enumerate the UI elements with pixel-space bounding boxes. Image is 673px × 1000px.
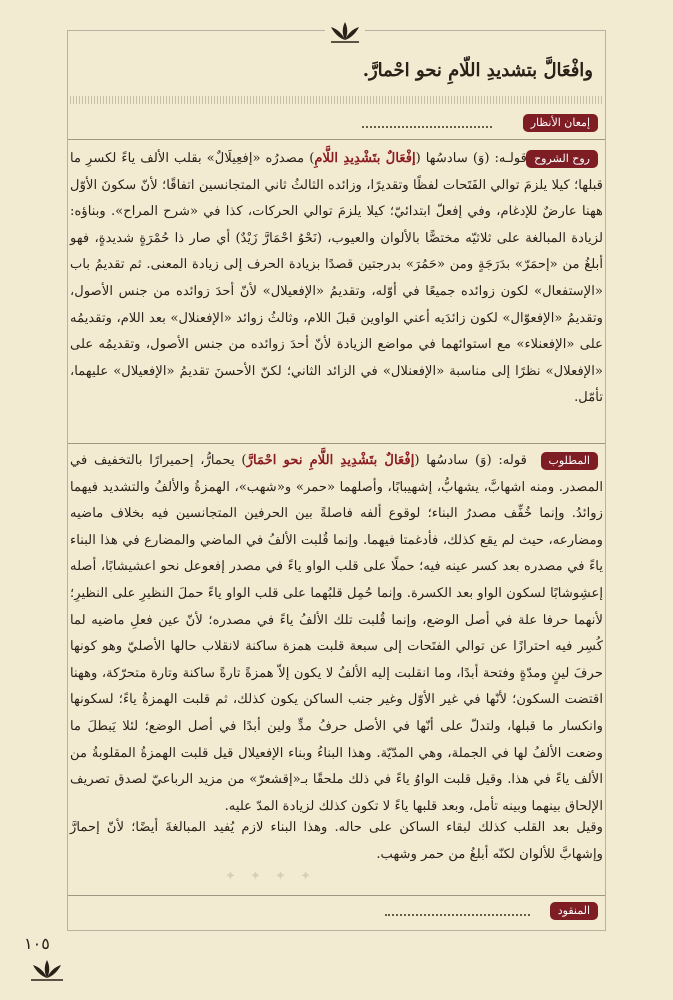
dotted-leader [385,914,530,916]
section-label-matloob: المطلوب [541,452,598,470]
section-label-imaan: إمعان الأنظار [523,114,598,132]
section-divider [68,895,605,896]
frame-left-rule [67,30,68,930]
paragraph-matloob [70,448,603,820]
lotus-ornament-icon [325,20,365,46]
paragraph-rooh [70,146,603,412]
headline-text: وافْعَالَّ بتشديدِ اللّامِ نحو احْمارَّ. [362,60,593,81]
rooh-intro: قولـه: (وَ) سادسُها ( [415,151,527,166]
hatched-divider [70,96,603,104]
frame-right-rule [605,30,606,930]
section-divider [68,443,605,444]
lotus-footer-ornament-icon [27,958,67,984]
matloob-body: ) يحمارُّ، إحميرارًا بالتخفيف في المصدر. ومنه اشهابَّ، يشهابُّ، إشهيبابًا، وأصلهما «حمر» و«شهب»، الهمزةُ والألفُ والتشديد فيهما زوائدُ. وإنما خُفِّف مصدرُ البناء؛ لوقوع ألفه فاصلةً بين الحرفين المتجانسين فيه بخلاف ماضيه ومضارعه، حيث لم يقع كذلك، فأدغمتا فيهما. وإنما قُلبت الألفُ في الماضي والمضارع في هذا البناء ياءً في مصدره بعد كسر عينه فيه؛ حملًا على قلب الواو ياءً في مصدر إفعوعل نحو اعشيشابًا، أصله إعشِوشابًا لسكون الواو بعد الكسرة. وإنما حُمِل قلبُهما على قلب الواو ياءً حملَ النظيرِ على النظيرِ؛ لأنهما حرفا علة في أصل الوضع، وإنما قُلبت تلك الألفُ ياءً في مصدره؛ لأنّ عين فعلِ ماضيه لما كُسِر فيه احترازًا عن توالي الفتَحات إلى سبعة قلبت همزة ساكنة لانقلاب حالها الأصليّ وهو كونها حرفَ لينٍ ومدّةٍ وفتحة أبدًا، وما انقلبت إليه الألفُ لا يكون إلاّ همزةً تارةً ساكنة وتارة متحرّكة، وههنا اقتضت السكون؛ لأنّها في غير الأوّل وغير جنب الساكن يكون كذلك، ثم قلبت الهمزةُ ياءً؛ لسكونها وانكسار ما قبلها، ولتدلّ على أنّها في الأصل حرفُ مدٍّ ولين أبدًا في أصل الوضع؛ لئلا يَبطلَ ما وضعت الألفُ لها في الجملة، وهي المدّيّة. وهذا البناءُ وبناء الإفعيلال قيل قلبت الهمزةُ المقلوبةُ من الألف ياءً في هذا. وقيل قلبت الواوُ ياءً في ذلك ملحقًا بـ«إقشعرّ» من مزيد الرباعيّ لصدق تصريف الإلحاق بينهما وبينه تأمل، وبعد قلبها ياءً لا تكون كذلك لزيادة المدّ عليه. [70,453,603,814]
rooh-highlight: إفْعَالٌ بتَشْدِيدِ اللَّامِ [314,151,416,166]
decorative-stars: ✦ ✦ ✦ ✦ [225,869,316,884]
frame-bottom-rule [67,930,606,931]
matloob-highlight: إفْعَالٌ بتَشْدِيدِ اللَّامِ نحو احْمَارَّ [246,453,415,468]
section-label-rooh: روح الشروح [526,150,598,168]
page-number: ١٠٥ [24,934,50,953]
paragraph-matloob-tail: وقيل بعد القلب كذلك لبقاء الساكن على حاله. وهذا البناء لازم يُفيد المبالغةَ أيضًا؛ لأنّ إحمارَّ وإشهابَّ للألوان لكنّه أبلغُ من حمر وشهب. [70,820,603,862]
rooh-body: ) مصدرُه «إفعِيلَالٌ» بقلب الألف ياءً لكسرِ ما قبلها؛ كيلا يلزمَ توالي الفَتَحات لفظًا وتقديرًا، وزائده الثالثُ ثاني المتجانسين اتفاقًا؛ لأنّ سكونَ الأوّل ههنا عارضٌ للإدغام، وفي إفعلّ ابتدائيّ؛ كيلا يلزمَ توالي الحركات، كذا في «شرح المراح». وبناؤه: لزيادة المبالغة على ثلاثيّه مختصًّا بالألوان والعيوب، (نَحْوُ احْمَارَّ زَيْدٌ) أي صار ذا حُمْرَةٍ شديدةٍ، فهو أبلغُ من «إحمَرّ» بدَرَجَةٍ ومن «حَمُرَ» بدرجتين قصدًا بزيادة الحرف إلى زيادة المعنى. ثم تقديمُ باب «الإستفعال» لكون زوائده جميعًا في أوّله، وتقديمُ «الإفعيلال» لأنّ أحدَ زوائده من جنس الأصول، وتقديمُ «الإفعوّال» لكون زائدَيه أعني الواوين قبلَ اللام، وثالثُ زوائد «الإفعنلال» بعد اللام، وتقديمُه على «الإفعنلاء» مع استوائهما في مواضع الزيادة لأنّ أحدَ زوائده من جنس الأصول، وتقديمُه على «الإفعلال» نظرًا إلى مناسبة «الإفعنلال» في الزائد الثاني؛ لكنّ الأحسنَ تقديمُ «الإفعيلال» عليهما، تأمّل. [70,151,603,406]
dotted-leader [362,126,492,128]
section-divider [68,139,605,140]
section-label-manqood: المنقود [550,902,598,920]
matloob-intro: قوله: (وَ) سادسُها ( [414,453,527,468]
